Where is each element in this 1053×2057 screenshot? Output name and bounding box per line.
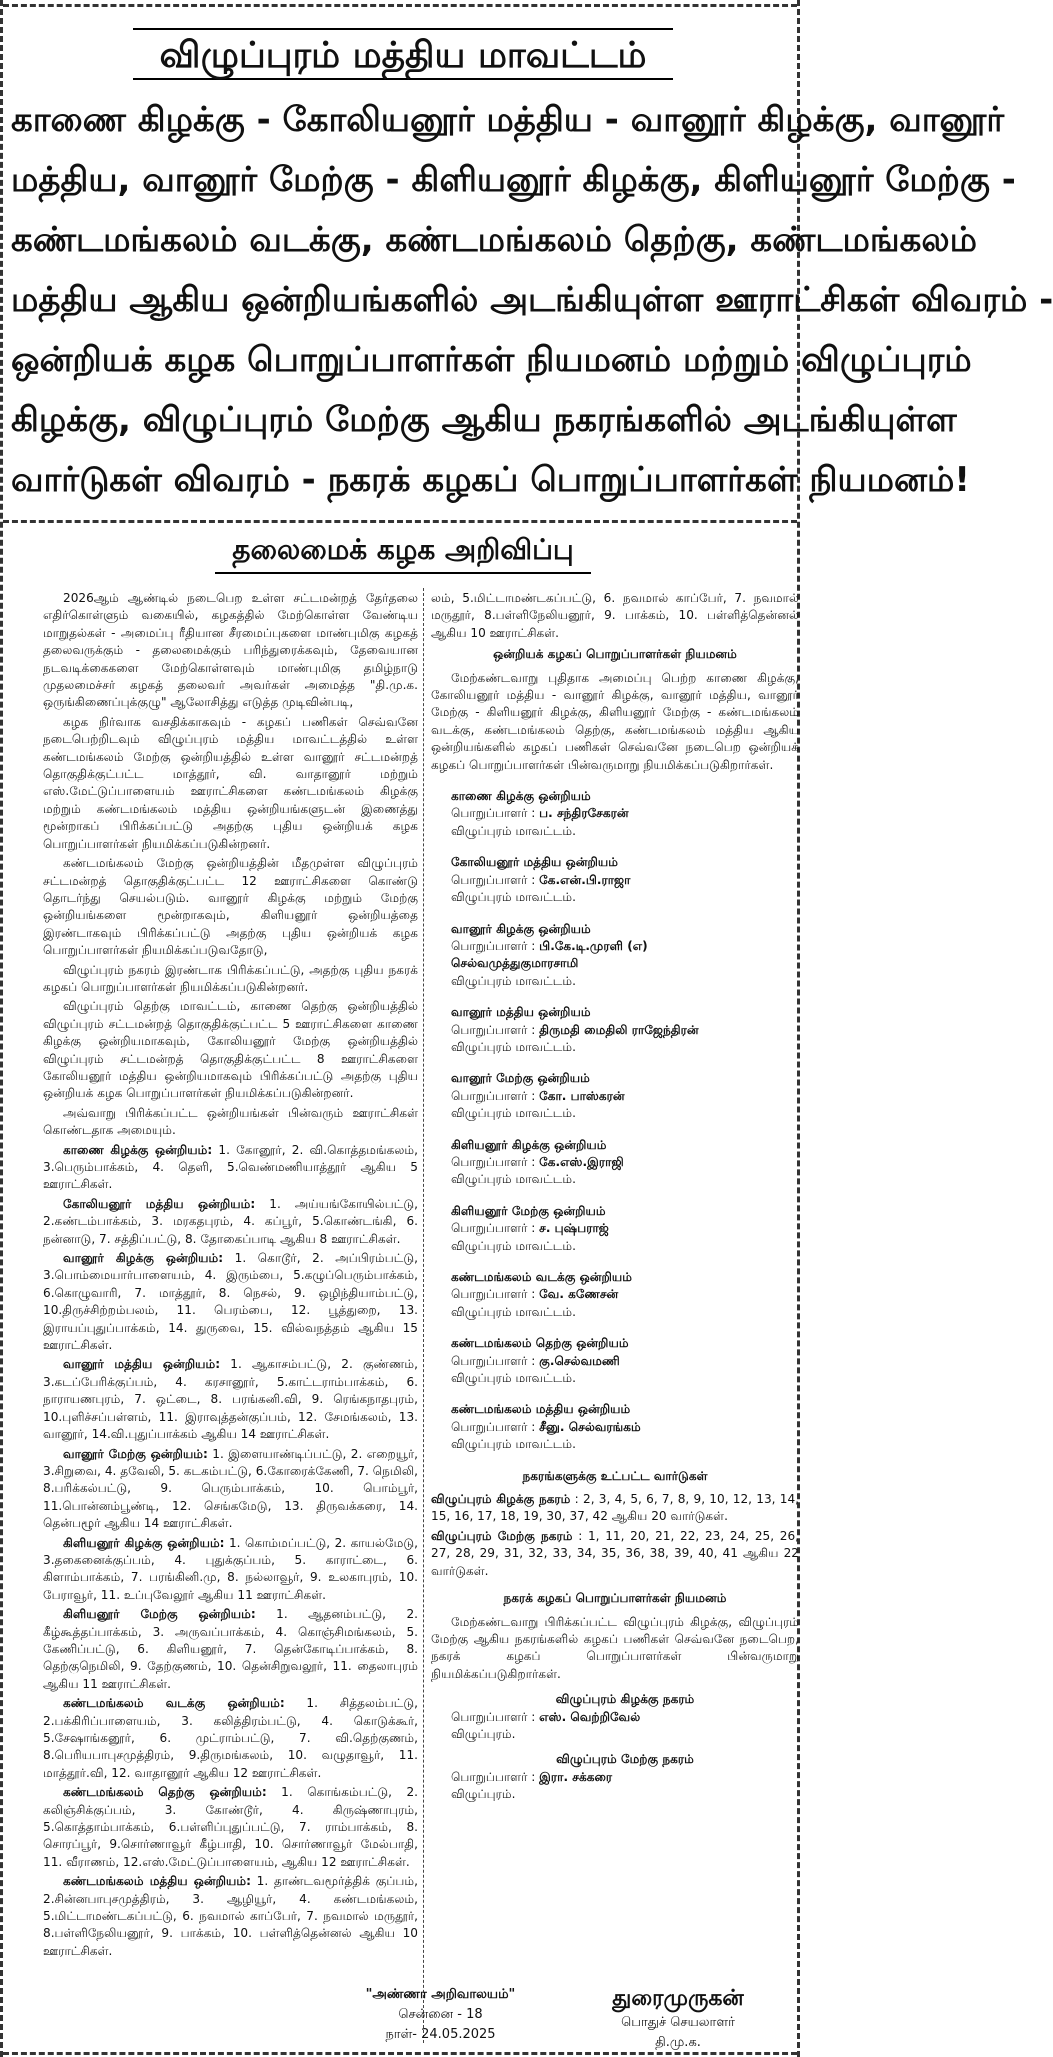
union-list-text: 1. கொம்மப்பட்டு, 2. காயல்மேடு, 3.தகைனைக்குப்பம், 4. புதுக்குப்பம், 5. காராட்டை, 6. கிளாம்பாக்கம், 7. பரங்கினி.மு, 8. நல்லாவூர், 9. உலகாபுரம், 10. பேராவூர், 11. உப்புவேலூர் ஆகிய 11 ஊராட்சிகள். <box>43 1535 418 1602</box>
union-list-text: 1. சித்தலம்பட்டு, 2.பக்கிரிப்பாளையம், 3. கலித்திரம்பட்டு, 4. கொடுக்கூர், 5.சேஷாங்கனூர், 6. முட்ராம்பட்டு, 7. வி.தெற்குணம், 8.பெரியபாபுசமுத்திரம், 9.திருமங்கலம், 10. வழுதாவூர், 11. மாத்தூர்.வி, 12. வாதானூர் ஆகிய 12 ஊராட்சிகள். <box>43 1696 418 1780</box>
official-name: கே.எஸ்.இராஜி <box>539 1154 624 1169</box>
top-dashed-border <box>3 4 797 7</box>
union-list-text: 1. கோனூர், 2. வி.கொத்தமங்கலம், 3.பெரும்பாக்கம், 4. தெளி, 5.வெண்மணியாத்தூர் ஆகிய 5 ஊராட்சிகள். <box>43 1142 418 1192</box>
union-list-paragraph <box>43 1250 418 1354</box>
union-list-paragraph <box>43 1784 418 1871</box>
town-official: பொறுப்பாளர் : எஸ். வெற்றிவேல் <box>451 1709 641 1724</box>
union-block <box>451 1004 799 1056</box>
wards-west: விழுப்புரம் மேற்கு நகரம் : 1, 11, 20, 21, 22, 23, 24, 25, 26, 27, 28, 29, 31, 32, 33, 34, 35, 36, 38, 39, 40, 41 ஆகிய 22 வார்டுகள். <box>431 1528 799 1578</box>
union-list-paragraph <box>43 1873 418 1960</box>
district-line: விழுப்புரம் மாவட்டம். <box>451 1172 576 1187</box>
union-list-name: கிளியனூர் மேற்கு ஒன்றியம்: <box>63 1607 256 1622</box>
union-list-name: காணை கிழக்கு ஒன்றியம்: <box>63 1142 213 1157</box>
union-list-name: கோலியனூர் மத்திய ஒன்றியம்: <box>63 1196 256 1211</box>
official-name-cont: செல்வமுத்துகுமாரசாமி <box>451 956 579 971</box>
union-block <box>451 1137 799 1189</box>
union-list-name: கிளியனூர் கிழக்கு ஒன்றியம்: <box>63 1535 225 1550</box>
wards-heading: நகரங்களுக்கு உட்பட்ட வார்டுகள் <box>522 1468 708 1483</box>
union-list-name: வானூர் மத்திய ஒன்றியம்: <box>63 1357 221 1372</box>
union-list-name: கண்டமங்கலம் தெற்கு ஒன்றியம்: <box>63 1785 267 1800</box>
headline-line: கிழக்கு, விழுப்புரம் மேற்கு ஆகிய நகரங்களில் அடங்கியுள்ள <box>11 400 957 440</box>
date: நாள்- 24.05.2025 <box>385 2027 496 2042</box>
appointment-heading: ஒன்றியக் கழகப் பொறுப்பாளர்கள் நியமனம் <box>493 647 737 662</box>
district-line: விழுப்புரம் மாவட்டம். <box>451 1304 576 1319</box>
official-name: சீனு. செல்வரங்கம் <box>539 1419 641 1434</box>
official-name: பி.கே.டி.முரளி (எ) <box>539 938 648 953</box>
right-column <box>431 590 799 1990</box>
union-official: பொறுப்பாளர் : வே. கணேசன் <box>451 1287 619 1302</box>
union-list-text: 1. கொடூர், 2. அப்பிரம்பட்டு, 3.பொம்மையார்பாளையம், 4. இரும்பை, 5.கழுப்பெரும்பாக்கம், 6.கொழுவாரி, 7. மாத்தூர், 8. நெசல், 9. ஒழிந்தியாம்பட்டு, 10.திருச்சிற்றம்பலம், 11. பெரம்பை, 12. பூத்துறை, 13. இராயப்புதுப்பாக்கம், 14. துருவை, 15. வில்வநத்தம் ஆகிய 15 ஊராட்சிகள். <box>43 1251 418 1353</box>
headline-line: காணை கிழக்கு - கோலியனூர் மத்திய - வானூர் கிழக்கு, வானூர் <box>11 100 1005 140</box>
town-block <box>451 1751 799 1803</box>
district-line: விழுப்புரம் மாவட்டம். <box>451 1039 576 1054</box>
footer-signature <box>578 1985 778 2053</box>
section-divider <box>3 520 797 523</box>
union-block <box>451 1335 799 1387</box>
continued-text: லம், 5.மிட்டாமண்டகப்பட்டு, 6. நவமால் காப்பேர், 7. நவமால் மருதூர், 8.பள்ளிநேலியனூர், 9. பாக்கம், 10. பள்ளித்தென்னல் ஆகிய 10 ஊராட்சிகள். <box>431 591 799 640</box>
intro-paragraph: விழுப்புரம் தெற்கு மாவட்டம், காணை தெற்கு ஒன்றியத்தில் விழுப்புரம் சட்டமன்றத் தொகுதிக்குட்பட்ட 5 ஊராட்சிகளை காணை கிழக்கு ஒன்றியமாகவும், கோலியனூர் மேற்கு ஒன்றியத்தில் விழுப்புரம் சட்டமன்றத் தொகுதிக்குட்பட்ட 8 ஊராட்சிகளை கோலியனூர் மத்திய ஒன்றியமாகவும் பிரிக்கப்பட்டு அதற்கு புதிய ஒன்றியக் கழக பொறுப்பாளர்கள் நியமிக்கப்படுகின்றனர். <box>43 999 418 1101</box>
union-list-paragraph <box>43 1142 418 1194</box>
union-official: பொறுப்பாளர் : கோ. பாஸ்கரன் <box>451 1088 625 1103</box>
official-name: ப. சந்திரசேகரன் <box>539 806 629 821</box>
district-line: விழுப்புரம் மாவட்டம். <box>451 1238 576 1253</box>
union-list-text: 1. அய்யங்கோயில்பட்டு, 2.கண்டம்பாக்கம், 3. மரகதபுரம், 4. கப்பூர், 5.கொண்டங்கி, 6. நன்னாடு, 7. சத்திப்பட்டு, 8. தோகைப்பாடி ஆகிய 8 ஊராட்சிகள். <box>43 1196 418 1246</box>
town-name: விழுப்புரம் மேற்கு நகரம் <box>556 1752 694 1767</box>
union-name: கோலியனூர் மத்திய ஒன்றியம் <box>451 855 618 870</box>
official-name: இரா. சக்கரை <box>539 1769 613 1784</box>
official-name: ச. புஷ்பராஜ் <box>539 1221 609 1236</box>
headline-line: ஒன்றியக் கழக பொறுப்பாளர்கள் நியமனம் மற்றும் விழுப்புரம் <box>11 340 972 380</box>
town-block <box>451 1691 799 1743</box>
appointment-text: மேற்கண்டவாறு புதிதாக அமைப்பு பெற்ற காணை கிழக்கு, கோலியனூர் மத்திய - வானூர் கிழக்கு, வானூர் மத்திய, வானூர் மேற்கு - கிளியனூர் கிழக்கு, கிளியனூர் மேற்கு - கண்டமங்கலம் வடக்கு, கண்டமங்கலம் தெற்கு, கண்டமங்கலம் மத்திய ஆகிய ஒன்றியங்களில் கழகப் பணிகள் செவ்வனே நடைபெற ஒன்றியக் கழகப் பொறுப்பாளர்கள் பின்வருமாறு நியமிக்கப்படுகிறார்கள். <box>431 670 799 772</box>
union-official: பொறுப்பாளர் : கே.எஸ்.இராஜி <box>451 1154 624 1169</box>
union-list-name: கண்டமங்கலம் வடக்கு ஒன்றியம்: <box>63 1696 285 1711</box>
union-list-text: 1. ஆகாசம்பட்டு, 2. குண்ணம், 3.கடப்பேரிக்குப்பம், 4. கரசானூர், 5.காட்டராம்பாக்கம், 6. நாராயணபுரம், 7. ஒட்டை, 8. பரங்கனி.வி, 9. ரெங்கநாதபுரம், 10.புளிச்சப்பள்ளம், 11. இராவுத்தன்குப்பம், 12. சேமங்கலம், 13. வானூர், 14.வி.புதுப்பாக்கம் ஆகிய 14 ஊராட்சிகள். <box>43 1357 419 1442</box>
intro-paragraph: 2026ஆம் ஆண்டில் நடைபெற உள்ள சட்டமன்றத் தேர்தலை எதிர்கொள்ளும் வகையில், கழகத்தில் மேற்கொள்ள வேண்டிய மாறுதல்கள் - அமைப்பு ரீதியான சீரமைப்புகளை மாண்புமிகு கழகத் தலைவருக்கும் - தலைமைக்கும் பரிந்துரைக்கவும், தேவையான நடவடிக்கைகளை மேற்கொள்ளவும் மாண்புமிகு தமிழ்நாடு முதலமைச்சர் கழகத் தலைவர் அவர்கள் அமைத்த "தி.மு.க. ஒருங்கிணைப்புக்குழு" ஆலோசித்து எடுத்த முடிவின்படி, <box>43 591 418 710</box>
union-name: வானூர் கிழக்கு ஒன்றியம் <box>451 921 591 936</box>
party-name: தி.மு.க. <box>655 2035 701 2050</box>
headline-line: மத்திய ஆகிய ஒன்றியங்களில் அடங்கியுள்ள ஊராட்சிகள் விவரம் - <box>11 280 1053 320</box>
district-line: விழுப்புரம் மாவட்டம். <box>451 973 576 988</box>
intro-paragraph: அவ்வாறு பிரிக்கப்பட்ட ஒன்றியங்கள் பின்வரும் ஊராட்சிகள் கொண்டதாக அமையும். <box>43 1105 418 1138</box>
headline-line: மத்திய, வானூர் மேற்கு - கிளியனூர் கிழக்கு, கிளியனூர் மேற்கு - <box>11 160 1016 200</box>
union-name: வானூர் மத்திய ஒன்றியம் <box>451 1005 591 1020</box>
signer-role: பொதுச் செயலாளர் <box>621 2015 735 2030</box>
headline-line: வார்டுகள் விவரம் - நகரக் கழகப் பொறுப்பாளர்கள் நியமனம்! <box>11 460 970 500</box>
union-block <box>451 1203 799 1255</box>
union-block <box>451 788 799 840</box>
union-list-paragraph <box>43 1196 418 1248</box>
district-line: விழுப்புரம் மாவட்டம். <box>451 890 576 905</box>
union-list-name: வானூர் மேற்கு ஒன்றியம்: <box>63 1446 208 1461</box>
union-official: பொறுப்பாளர் : கு.செல்வமணி <box>451 1353 620 1368</box>
union-name: கண்டமங்கலம் தெற்கு ஒன்றியம் <box>451 1336 629 1351</box>
union-block <box>451 921 799 991</box>
notice-title: தலைமைக் கழக அறிவிப்பு <box>215 528 591 574</box>
town-place: விழுப்புரம். <box>451 1726 516 1741</box>
union-list-text: 1. தாண்டவமூர்த்திக் குப்பம், 2.சின்னபாபுசமுத்திரம், 3. ஆழியூர், 4. கண்டமங்கலம், 5.மிட்டாமண்டகப்பட்டு, 6. நவமால் காப்பேர், 7. நவமால் மருதூர், 8.பள்ளிநேலியனூர், 9. பாக்கம், 10. பள்ளித்தென்னல் ஆகிய 10 ஊராட்சிகள். <box>43 1874 418 1958</box>
union-name: கிளியனூர் கிழக்கு ஒன்றியம் <box>451 1137 607 1152</box>
union-list-text: 1. இளையாண்டிப்பட்டு, 2. எறையூர், 3.சிறுவை, 4. தவேலி, 5. கடகம்பட்டு, 6.கோரைக்கேணி, 7. நெமிலி, 8.பரிக்கல்பட்டு, 9. பெரும்பாக்கம், 10. பொம்பூர், 11.பொன்னம்பூண்டி, 12. செங்கமேடு, 13. திருவக்கரை, 14. தென்பழூர் ஆகிய 14 ஊராட்சிகள். <box>43 1446 418 1531</box>
official-name: கோ. பாஸ்கரன் <box>539 1088 625 1103</box>
union-official: பொறுப்பாளர் : சீனு. செல்வரங்கம் <box>451 1419 641 1434</box>
official-name: கே.என்.பி.ராஜா <box>539 872 631 887</box>
official-name: வே. கணேசன் <box>539 1287 619 1302</box>
headline <box>11 90 1053 510</box>
union-block <box>451 1070 799 1122</box>
town-appointment-text: மேற்கண்டவாறு பிரிக்கப்பட்ட விழுப்புரம் கிழக்கு, விழுப்புரம் மேற்கு ஆகிய நகரங்களில் கழகப் பணிகள் செவ்வனே நடைபெற, நகரக் கழகப் பொறுப்பாளர்கள் பின்வருமாறு நியமிக்கப்படுகிறார்கள். <box>431 1614 799 1681</box>
union-list-name: கண்டமங்கலம் மத்திய ஒன்றியம்: <box>63 1874 251 1889</box>
union-name: கண்டமங்கலம் மத்திய ஒன்றியம் <box>451 1402 631 1417</box>
union-list-text: 1. கொங்கம்பட்டு, 2. கலிஞ்சிக்குப்பம், 3. கோண்டூர், 4. கிருஷ்ணாபுரம், 5.கொத்தாம்பாக்கம், 6.பள்ளிப்புதுப்பட்டு, 7. ராம்பாக்கம், 8. சொரப்பூர், 9.சொர்ணாவூர் கீழ்பாதி, 10. சொர்ணாவூர் மேல்பாதி, 11. வீராணம், 12.எஸ்.மேட்டுப்பாளையம், ஆகிய 12 ஊராட்சிகள். <box>43 1785 419 1869</box>
intro-paragraph: கழக நிர்வாக வசதிக்காகவும் - கழகப் பணிகள் செவ்வனே நடைபெற்றிடவும் விழுப்புரம் மத்திய மாவட்டத்தில் உள்ள கண்டமங்கலம் மேற்கு ஒன்றியத்தில் உள்ள வானூர் சட்டமன்றத் தொகுதிக்குட்பட்ட மாத்தூர், வி. வாதானூர் மற்றும் எஸ்.மேட்டுப்பாளையம் ஊராட்சிகளை கண்டமங்கலம் கிழக்கு மற்றும் கண்டமங்கலம் மத்திய ஒன்றியங்களுடன் இணைத்து மூன்றாகப் பிரிக்கப்பட்டு அதற்கு புதிய ஒன்றியக் கழக பொறுப்பாளர்கள் நியமிக்கப்படுகின்றனர். <box>43 714 418 851</box>
headquarters: "அண்ணா அறிவாலயம்" <box>365 1987 516 2002</box>
union-block <box>451 854 799 906</box>
union-official: பொறுப்பாளர் : திருமதி மைதிலி ராஜேந்திரன் <box>451 1022 699 1037</box>
union-block <box>451 1269 799 1321</box>
footer <box>3 1985 797 2055</box>
district-line: விழுப்புரம் மாவட்டம். <box>451 1106 576 1121</box>
footer-address <box>343 1985 538 2045</box>
signer-name: துரைமுருகன் <box>612 1986 744 2011</box>
town-appointment-heading: நகரக் கழகப் பொறுப்பாளர்கள் நியமனம் <box>503 1591 727 1606</box>
left-column <box>43 590 418 1970</box>
intro-paragraph: கண்டமங்கலம் மேற்கு ஒன்றியத்தின் மீதமுள்ள விழுப்புரம் சட்டமன்றத் தொகுதிக்குட்பட்ட 12 ஊராட்சிகளை கொண்டு தொடர்ந்து செயல்படும். வானூர் கிழக்கு மற்றும் மேற்கு ஒன்றியங்களை மூன்றாகவும், கிளியனூர் ஒன்றியத்தை இரண்டாகவும் பிரிக்கப்பட்டு அதற்கு புதிய ஒன்றியக் கழக பொறுப்பாளர்கள் நியமிக்கப்படுவதோடு, <box>43 856 418 958</box>
union-block <box>451 1401 799 1453</box>
union-list-paragraph <box>43 1446 418 1533</box>
union-list-paragraph <box>43 1695 418 1782</box>
official-name: திருமதி மைதிலி ராஜேந்திரன் <box>539 1022 699 1037</box>
union-name: கிளியனூர் மேற்கு ஒன்றியம் <box>451 1203 606 1218</box>
union-list-paragraph <box>43 1606 418 1693</box>
official-name: எஸ். வெற்றிவேல் <box>539 1709 641 1724</box>
union-official: பொறுப்பாளர் : ப. சந்திரசேகரன் <box>451 806 629 821</box>
wards-east: விழுப்புரம் கிழக்கு நகரம் : 2, 3, 4, 5, 6, 7, 8, 9, 10, 12, 13, 14, 15, 16, 17, 18, 19, 30, 37, 42 ஆகிய 20 வார்டுகள். <box>431 1492 799 1524</box>
union-name: வானூர் மேற்கு ஒன்றியம் <box>451 1071 590 1086</box>
union-list-paragraph <box>43 1356 418 1443</box>
union-official: பொறுப்பாளர் : ச. புஷ்பராஜ் <box>451 1221 609 1236</box>
union-name: காணை கிழக்கு ஒன்றியம் <box>451 789 591 804</box>
union-list-paragraph <box>43 1535 418 1605</box>
town-official: பொறுப்பாளர் : இரா. சக்கரை <box>451 1769 613 1784</box>
district-line: விழுப்புரம் மாவட்டம். <box>451 1371 576 1386</box>
headline-line: கண்டமங்கலம் வடக்கு, கண்டமங்கலம் தெற்கு, கண்டமங்கலம் <box>11 220 977 260</box>
union-official: பொறுப்பாளர் : கே.என்.பி.ராஜா <box>451 872 631 887</box>
town-place: விழுப்புரம். <box>451 1787 516 1802</box>
union-name: கண்டமங்கலம் வடக்கு ஒன்றியம் <box>451 1270 632 1284</box>
official-name: கு.செல்வமணி <box>539 1353 620 1368</box>
column-divider <box>423 588 424 2043</box>
intro-paragraph: விழுப்புரம் நகரம் இரண்டாக பிரிக்கப்பட்டு, அதற்கு புதிய நகரக் கழகப் பொறுப்பாளர்கள் நியமிக்கப்படுகின்றனர். <box>43 962 418 994</box>
district-title: விழுப்புரம் மத்திய மாவட்டம் <box>133 28 673 80</box>
district-line: விழுப்புரம் மாவட்டம். <box>451 1437 576 1452</box>
district-line: விழுப்புரம் மாவட்டம். <box>451 823 576 838</box>
union-list-name: வானூர் கிழக்கு ஒன்றியம்: <box>63 1251 224 1266</box>
town-name: விழுப்புரம் கிழக்கு நகரம் <box>555 1692 695 1707</box>
union-official: பொறுப்பாளர் : பி.கே.டி.முரளி (எ) <box>451 938 648 953</box>
union-list-text: 1. ஆதனம்பட்டு, 2. கீழ்கூத்தப்பாக்கம், 3. அருவப்பாக்கம், 4. கொஞ்சிமங்கலம், 5. கேணிப்பட்டு, 6. கிளியனூர், 7. தென்கோடிப்பாக்கம், 8. தெற்குநெமிலி, 9. தேற்குணம், 10. தென்சிறுவலூர், 11. தைலாபுரம் ஆகிய 11 ஊராட்சிகள். <box>43 1607 418 1691</box>
bottom-dashed-border <box>3 2052 797 2055</box>
city: சென்னை - 18 <box>398 2007 483 2022</box>
